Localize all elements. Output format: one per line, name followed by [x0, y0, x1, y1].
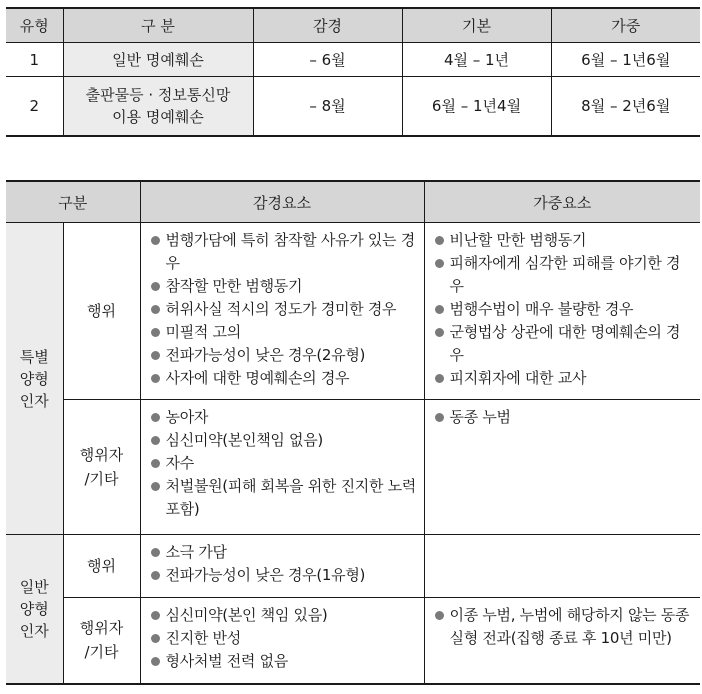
mitigation-cell: – 6월 [253, 43, 402, 77]
bullet-list [141, 400, 424, 525]
bullet-list [141, 598, 424, 677]
subcategory-cell [63, 598, 140, 684]
category-cell [63, 43, 253, 77]
mitigating-cell [140, 223, 424, 400]
list-item: 참작할 만한 범행동기 [151, 275, 418, 298]
list-item: 피해자에게 심각한 피해를 야기한 경우 [435, 252, 695, 298]
group-label-line: 양형 [19, 369, 49, 388]
list-item: 허위사실 적시의 정도가 경미한 경우 [151, 298, 418, 321]
subcategory-cell [63, 535, 140, 598]
mitigating-cell [140, 598, 424, 684]
list-item: 범행가담에 특히 참작할 사유가 있는 경우 [151, 229, 418, 275]
category-line: 이용 명예훼손 [112, 108, 204, 126]
header-row [6, 8, 700, 43]
subcategory-line: /기타 [84, 643, 119, 662]
list-item: 소극 가담 [151, 541, 418, 564]
table-row [6, 598, 700, 684]
header-row [6, 181, 700, 223]
col-header-aggravating: 가중요소 [424, 181, 700, 223]
list-item: 범행수법이 매우 불량한 경우 [435, 298, 695, 321]
aggravation-cell: 8월 – 2년6월 [581, 97, 671, 115]
col-header-basic: 기본 [402, 8, 551, 43]
col-header-mitigating: 감경요소 [140, 181, 424, 223]
group-label-line: 일반 [19, 577, 49, 596]
list-item: 전파가능성이 낮은 경우(2유형) [151, 344, 418, 367]
aggravating-cell [424, 223, 700, 400]
mitigating-cell [140, 400, 424, 535]
col-header-mitigation: 감경 [253, 8, 402, 43]
col-header-category: 구 분 [63, 8, 253, 43]
table-row [6, 77, 700, 137]
subcategory-line: /기타 [84, 470, 119, 488]
basic-cell: 4월 – 1년 [402, 43, 551, 77]
type-cell: 2 [6, 77, 63, 137]
aggravating-cell [424, 598, 700, 684]
group-label-line: 인자 [19, 391, 49, 410]
subcategory-line: 행위자 [79, 619, 124, 638]
group-label-special [6, 223, 63, 535]
sentencing-factors-table [6, 180, 700, 685]
bullet-list [141, 535, 424, 591]
category-line: 출판물등 · 정보통신망 [85, 86, 231, 104]
list-item: 자수 [151, 452, 418, 475]
list-item: 전파가능성이 낮은 경우(1유형) [151, 564, 418, 587]
list-item: 처벌불원(피해 회복을 위한 진지한 노력 포함) [151, 475, 418, 521]
bullet-list [425, 223, 701, 394]
bullet-list [425, 400, 701, 433]
subcategory-line: 행위 [87, 302, 116, 320]
list-item: 미필적 고의 [151, 321, 418, 344]
group-label-general [6, 535, 63, 684]
list-item: 사자에 대한 명예훼손의 경우 [151, 367, 418, 390]
subcategory-cell [63, 223, 140, 400]
mitigating-cell [140, 535, 424, 598]
list-item: 형사처벌 전력 없음 [151, 650, 418, 673]
aggravation-cell: 6월 – 1년6월 [551, 43, 700, 77]
aggravating-cell [424, 400, 700, 535]
group-label-line: 인자 [19, 621, 49, 640]
category-line: 일반 명예훼손 [112, 50, 204, 69]
mitigation-cell: – 8월 [253, 77, 402, 137]
basic-cell: 6월 – 1년4월 [402, 77, 551, 137]
type-cell: 1 [6, 43, 63, 77]
list-item: 비난할 만한 범행동기 [435, 229, 695, 252]
list-item: 동종 누범 [435, 406, 695, 429]
list-item: 심신미약(본인책임 없음) [151, 429, 418, 452]
category-cell [63, 77, 253, 137]
list-item: 심신미약(본인 책임 있음) [151, 604, 418, 627]
table-row [6, 535, 700, 598]
group-label-line: 특별 [19, 347, 49, 366]
list-item: 피지휘자에 대한 교사 [435, 367, 695, 390]
col-header-division: 구분 [6, 181, 140, 223]
table-row [6, 400, 700, 535]
subcategory-line: 행위 [87, 557, 116, 575]
subcategory-line: 행위자 [79, 446, 124, 464]
col-header-type: 유형 [6, 8, 63, 43]
bullet-list [141, 223, 424, 394]
aggravating-cell [424, 535, 700, 598]
table-row [6, 43, 700, 77]
subcategory-cell [63, 400, 140, 535]
sentencing-range-table [6, 7, 700, 137]
table-row [6, 223, 700, 400]
group-label-line: 양형 [19, 599, 49, 618]
list-item: 진지한 반성 [151, 627, 418, 650]
list-item: 농아자 [151, 406, 418, 429]
col-header-aggravation: 가중 [551, 8, 700, 43]
bullet-list [425, 598, 701, 654]
list-item: 이종 누범, 누범에 해당하지 않는 동종 실형 전과(집행 종료 후 10년 미만) [435, 604, 695, 650]
list-item: 군형법상 상관에 대한 명예훼손의 경우 [435, 321, 695, 367]
